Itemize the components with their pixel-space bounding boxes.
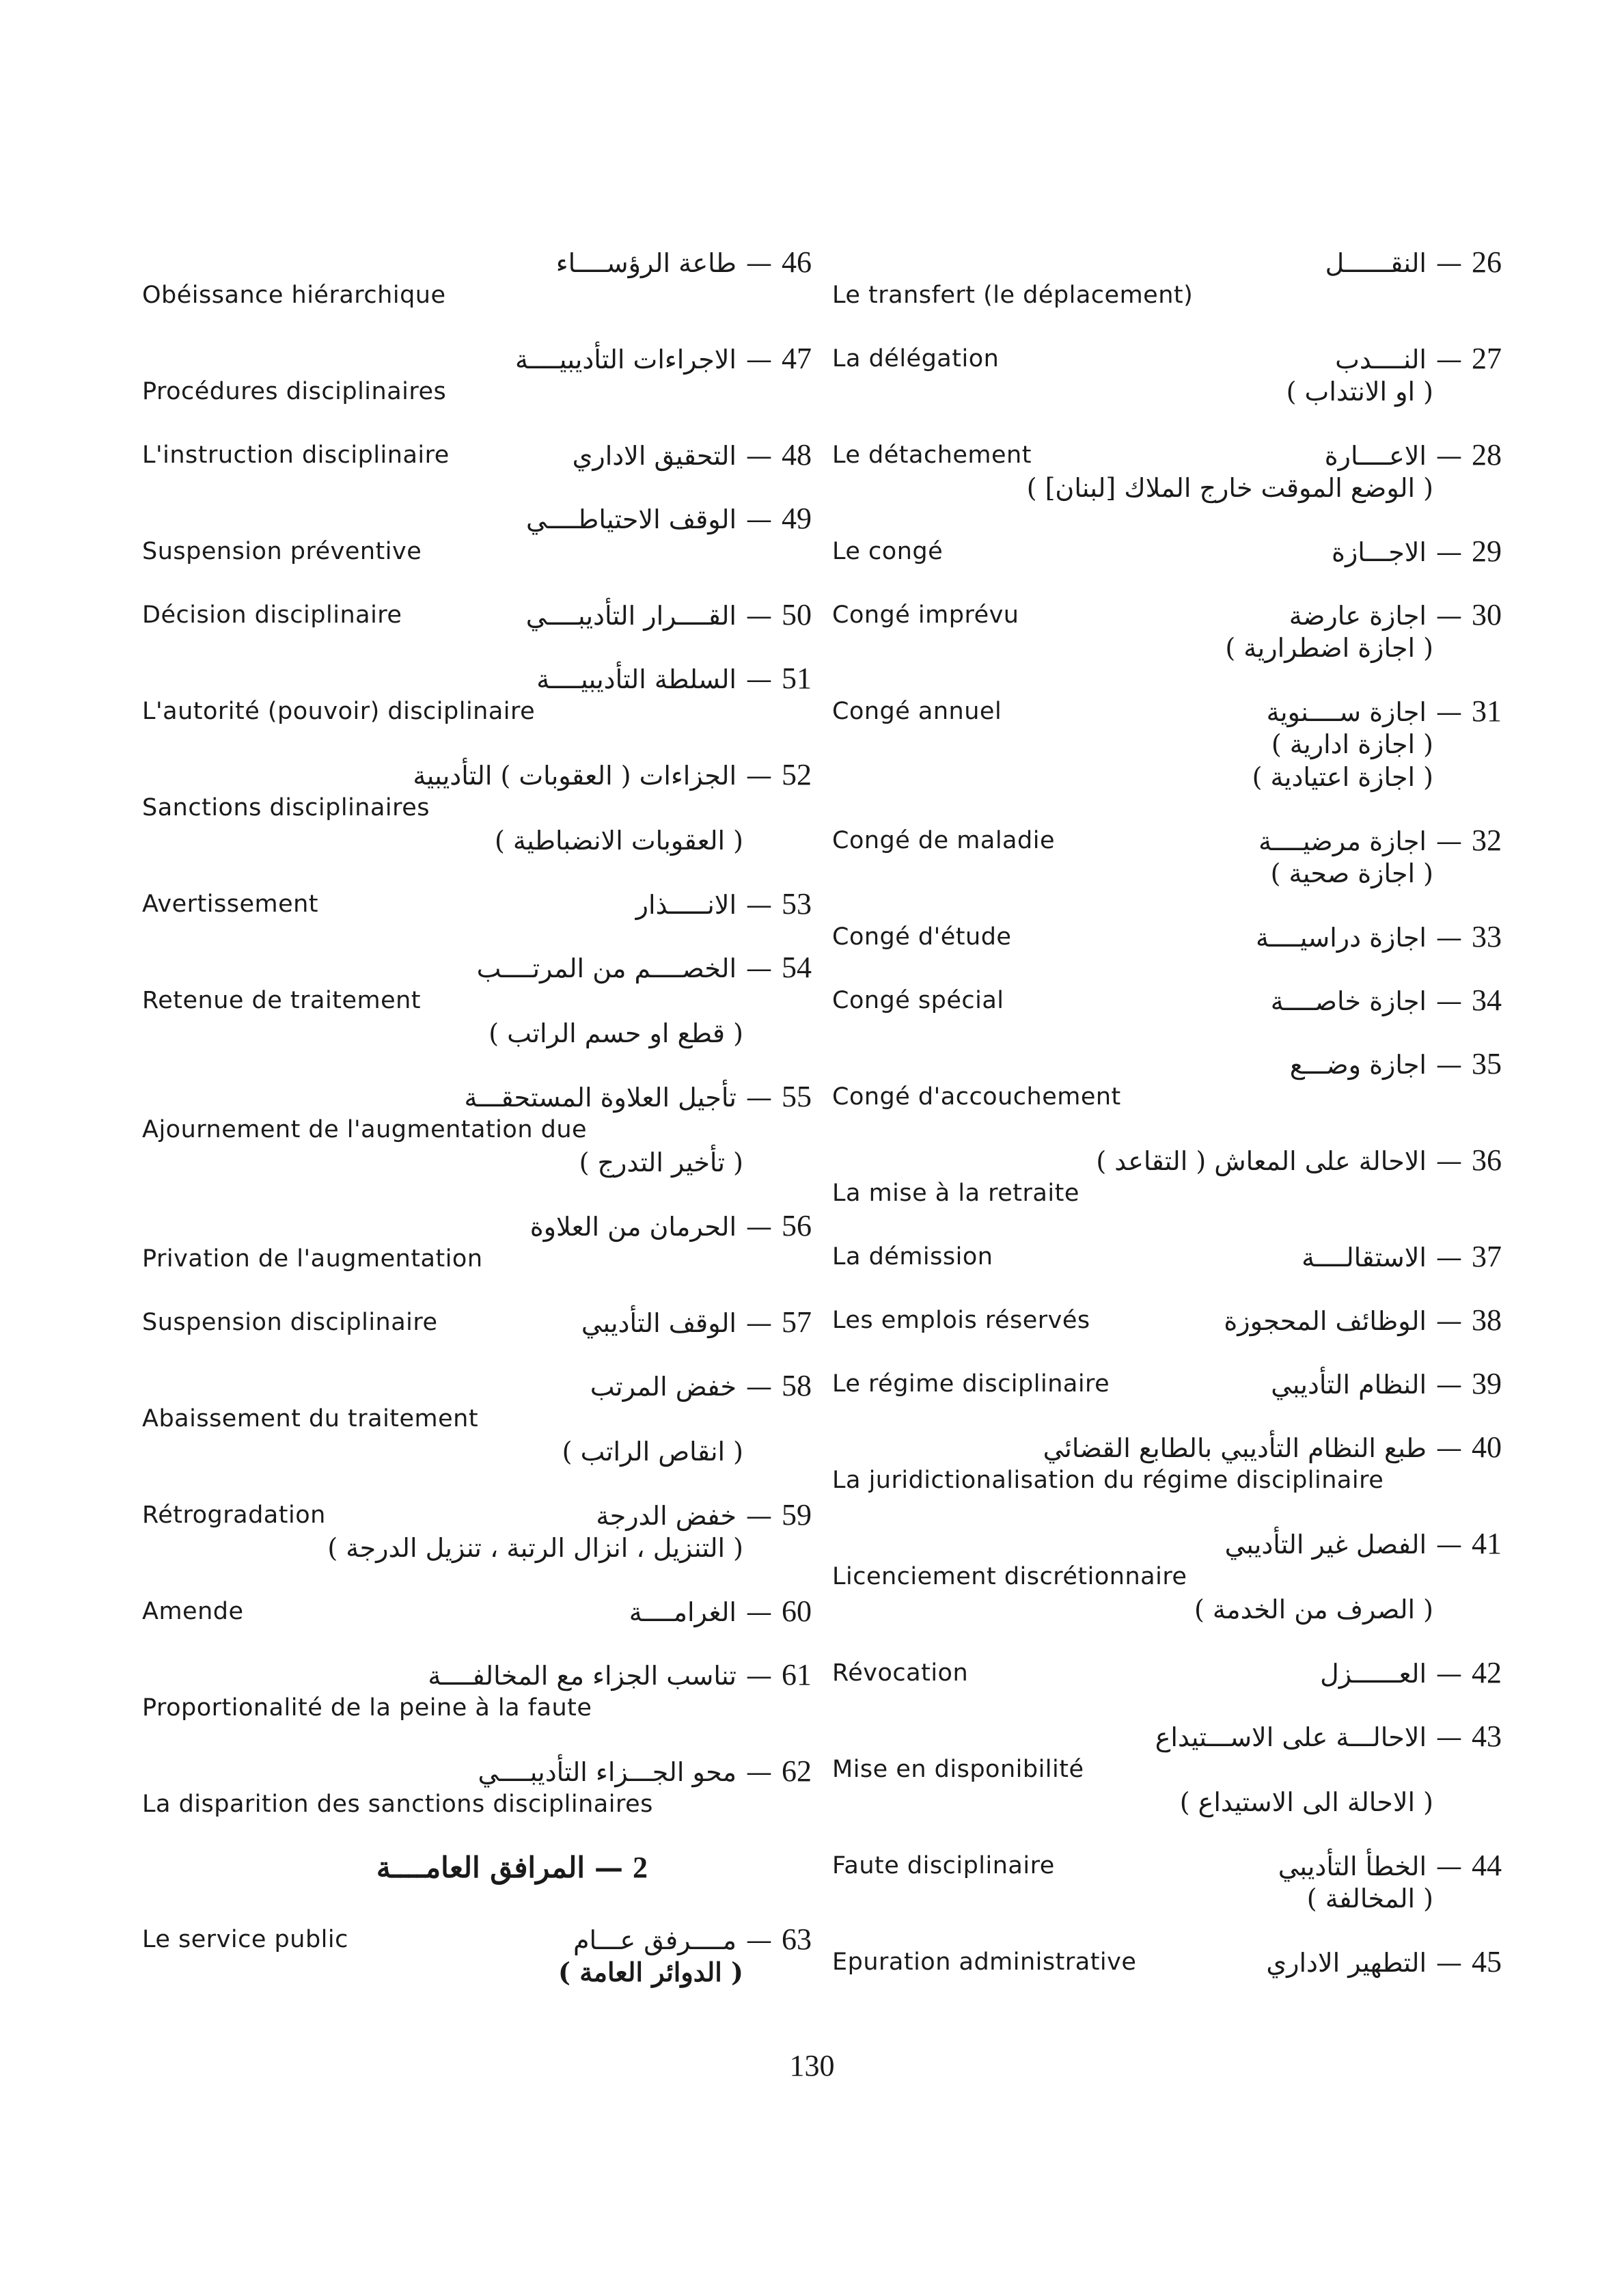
arabic-term	[1332, 535, 1502, 569]
arabic-term	[526, 502, 812, 536]
french-term: Abaissement du traitement	[142, 1405, 479, 1432]
arabic-term	[596, 1499, 812, 1532]
arabic-synonym: ( تأخير التدرج )	[579, 1147, 743, 1178]
dash-separator: —	[746, 1308, 772, 1338]
arabic-term	[1302, 1240, 1502, 1274]
entry-number: 28	[1472, 438, 1502, 472]
dash-separator: —	[594, 1851, 623, 1884]
dash-separator: —	[1436, 1306, 1462, 1336]
arabic-term-text: اجازة دراسيــــة	[1255, 923, 1427, 953]
entry-number: 47	[782, 342, 812, 375]
arabic-term-text: الوقف التأديبي	[581, 1308, 737, 1338]
arabic-term-text: الوقف الاحتياطــــي	[525, 504, 737, 534]
arabic-term	[1271, 1368, 1502, 1401]
arabic-term-text: اجازة وضـــع	[1289, 1050, 1427, 1080]
arabic-term	[1289, 599, 1502, 632]
arabic-synonym: ( الاحالة الى الاستيداع )	[1179, 1787, 1433, 1817]
dash-separator: —	[1436, 923, 1462, 953]
arabic-term	[1271, 984, 1502, 1018]
arabic-term-text: الفصل غير التأديبي	[1224, 1530, 1427, 1560]
arabic-term-text: النقــــــل	[1325, 248, 1427, 278]
french-term: Suspension préventive	[142, 538, 422, 565]
entry-number: 56	[782, 1209, 812, 1242]
dash-separator: —	[1436, 537, 1462, 567]
section-number: 2	[633, 1851, 648, 1884]
arabic-term	[1267, 695, 1502, 729]
arabic-term-text: العــــــزل	[1320, 1659, 1427, 1689]
entry-number: 39	[1472, 1367, 1502, 1400]
arabic-synonym: ( انقاص الراتب )	[562, 1437, 743, 1467]
dash-separator: —	[746, 1597, 772, 1627]
french-term: Sanctions disciplinaires	[142, 794, 430, 821]
french-term: L'instruction disciplinaire	[142, 441, 450, 469]
dash-separator: —	[746, 1212, 772, 1242]
french-term: La disparition des sanctions disciplinaires	[142, 1791, 653, 1818]
entry-number: 32	[1472, 824, 1502, 857]
entry-number: 34	[1472, 983, 1502, 1017]
dash-separator: —	[746, 1501, 772, 1531]
entry-number: 50	[782, 598, 812, 631]
entry-number: 48	[782, 438, 812, 472]
arabic-term	[515, 342, 812, 376]
arabic-synonym: ( الوضع الموقت خارج الملاك [لبنان] )	[1026, 473, 1433, 503]
entry-number: 44	[1472, 1849, 1502, 1882]
entry-number: 41	[1472, 1527, 1502, 1560]
arabic-term-text: محو الجـــزاء التأديبــــي	[478, 1757, 737, 1787]
dash-separator: —	[746, 248, 772, 278]
french-term: Décision disciplinaire	[142, 601, 402, 629]
arabic-term-text: النــــدب	[1335, 344, 1427, 375]
arabic-term-text: التطهير الاداري	[1266, 1948, 1427, 1978]
entry-number: 51	[782, 662, 812, 695]
arabic-synonym: ( اجازة صحية )	[1270, 858, 1433, 888]
dash-separator: —	[1436, 248, 1462, 278]
arabic-term-text: خفض المرتب	[590, 1372, 737, 1402]
dash-separator: —	[746, 1661, 772, 1691]
dash-separator: —	[746, 1757, 772, 1787]
dash-separator: —	[1436, 986, 1462, 1016]
page-number: 130	[789, 2049, 835, 2082]
dash-separator: —	[1436, 1050, 1462, 1080]
french-term: Suspension disciplinaire	[142, 1309, 438, 1336]
arabic-term-text: الجزاءات ( العقوبات ) التأديبية	[413, 761, 737, 791]
arabic-term-text: مــــرفق عـــام	[573, 1925, 737, 1955]
arabic-synonym: ( اجازة اضطرارية )	[1225, 633, 1433, 663]
french-term: Congé de maladie	[832, 827, 1055, 854]
entry-number: 26	[1472, 245, 1502, 279]
entry-number: 61	[782, 1658, 812, 1691]
dash-separator: —	[1436, 1370, 1462, 1400]
dash-separator: —	[1436, 1722, 1462, 1752]
arabic-term	[478, 1755, 812, 1789]
arabic-synonym: ( او الانتداب )	[1286, 377, 1433, 407]
arabic-term	[1325, 246, 1502, 280]
entry-number: 57	[782, 1305, 812, 1339]
french-term: Congé spécial	[832, 987, 1004, 1014]
french-term: Le régime disciplinaire	[832, 1370, 1110, 1398]
french-term: La mise à la retraite	[832, 1180, 1079, 1207]
arabic-synonym: ( العقوبات الانضباطية )	[494, 826, 743, 856]
arabic-term	[1258, 824, 1502, 858]
dash-separator: —	[1436, 1851, 1462, 1881]
arabic-synonym: ( الدوائر العامة )	[558, 1957, 743, 1987]
dash-separator: —	[746, 761, 772, 791]
entry-number: 45	[1472, 1945, 1502, 1979]
french-term: Faute disciplinaire	[832, 1852, 1055, 1879]
arabic-term	[465, 1080, 812, 1114]
french-term: Ajournement de l'augmentation due	[142, 1116, 588, 1143]
arabic-term-text: الاحالة على المعاش ( التقاعد )	[1096, 1146, 1427, 1176]
arabic-synonym: ( اجازة اعتيادية )	[1252, 762, 1433, 792]
dash-separator: —	[746, 1372, 772, 1402]
arabic-term-text: الاحالـــة على الاســـتيداع	[1155, 1722, 1427, 1752]
arabic-term	[477, 951, 812, 985]
entry-number: 42	[1472, 1656, 1502, 1689]
entry-number: 36	[1472, 1143, 1502, 1177]
french-term: Le détachement	[832, 441, 1032, 469]
arabic-term	[1224, 1304, 1502, 1337]
french-term: Avertissement	[142, 891, 319, 918]
arabic-synonym: ( اجازة ادارية )	[1271, 729, 1433, 759]
arabic-synonym: ( المخالفة )	[1306, 1884, 1433, 1914]
arabic-term-text: اجازة عارضة	[1289, 601, 1427, 631]
dash-separator: —	[746, 953, 772, 983]
french-term: Congé annuel	[832, 698, 1002, 725]
dash-separator: —	[1436, 1433, 1462, 1463]
dash-separator: —	[1436, 344, 1462, 375]
french-term: Le congé	[832, 538, 944, 565]
dash-separator: —	[1436, 1242, 1462, 1273]
arabic-term	[428, 1659, 812, 1692]
section-title-text: المرافق العامــــة	[376, 1851, 585, 1884]
dash-separator: —	[746, 504, 772, 534]
arabic-term-text: تناسب الجزاء مع المخالفــــة	[428, 1661, 737, 1691]
arabic-term-text: الاجراءات التأديبيــــة	[514, 344, 737, 375]
arabic-term-text: اجازة خاصــــة	[1270, 986, 1427, 1016]
dash-separator: —	[746, 344, 772, 375]
arabic-synonym: ( قطع او حسم الراتب )	[488, 1018, 743, 1048]
french-term: Révocation	[832, 1659, 969, 1687]
arabic-term-text: الحرمان من العلاوة	[529, 1212, 737, 1242]
french-term: Congé d'accouchement	[832, 1083, 1121, 1111]
arabic-term	[1290, 1048, 1502, 1081]
dash-separator: —	[1436, 441, 1462, 471]
dash-separator: —	[1436, 826, 1462, 856]
arabic-term	[1320, 1657, 1502, 1690]
arabic-term-text: الغرامــــة	[629, 1597, 737, 1627]
entry-number: 46	[782, 245, 812, 279]
french-term: Epuration administrative	[832, 1948, 1137, 1976]
french-term: Amende	[142, 1598, 244, 1625]
arabic-term-text: السلطة التأديبيــــة	[536, 664, 737, 694]
arabic-term	[581, 1306, 812, 1340]
french-term: Congé imprévu	[832, 601, 1019, 629]
french-term: Le service public	[142, 1926, 348, 1953]
entry-number: 38	[1472, 1303, 1502, 1337]
dash-separator: —	[1436, 1146, 1462, 1176]
arabic-term-text: اجازة ســــنوية	[1266, 697, 1427, 727]
arabic-term-text: الخصــــم من المرتــــب	[476, 953, 737, 983]
entry-number: 63	[782, 1922, 812, 1956]
french-term: Procédures disciplinaires	[142, 378, 447, 405]
french-term: L'autorité (pouvoir) disciplinaire	[142, 698, 536, 725]
arabic-term	[413, 759, 812, 792]
french-term: Proportionalité de la peine à la faute	[142, 1694, 592, 1722]
arabic-synonym: ( التنزيل ، انزال الرتبة ، تنزيل الدرجة )	[327, 1533, 743, 1563]
arabic-term	[1278, 1849, 1502, 1883]
french-term: La démission	[832, 1243, 993, 1270]
arabic-term	[1256, 921, 1502, 954]
arabic-term	[530, 1210, 812, 1243]
arabic-term-text: خفض الدرجة	[596, 1501, 737, 1531]
dash-separator: —	[746, 601, 772, 631]
dash-separator: —	[746, 890, 772, 920]
french-term: Mise en disponibilité	[832, 1756, 1084, 1783]
arabic-term	[526, 599, 812, 632]
arabic-term-text: طبع النظام التأديبي بالطابع القضائي	[1043, 1433, 1427, 1463]
french-term: Licenciement discrétionnaire	[832, 1563, 1187, 1590]
french-term: Congé d'étude	[832, 923, 1012, 951]
dash-separator: —	[746, 1925, 772, 1955]
arabic-term-text: الاجـــازة	[1332, 537, 1427, 567]
entry-number: 29	[1472, 534, 1502, 568]
entry-number: 49	[782, 502, 812, 535]
french-term: Obéissance hiérarchique	[142, 282, 446, 309]
french-term: Privation de l'augmentation	[142, 1245, 483, 1273]
arabic-term-text: اجازة مرضيــــة	[1258, 826, 1427, 856]
french-term: Le transfert (le déplacement)	[832, 282, 1194, 309]
french-term: La juridictionalisation du régime disciplinaire	[832, 1467, 1384, 1494]
entry-number: 53	[782, 887, 812, 921]
entry-number: 27	[1472, 342, 1502, 375]
arabic-term	[573, 439, 812, 472]
entry-number: 54	[782, 951, 812, 984]
dash-separator: —	[1436, 1530, 1462, 1560]
arabic-term-text: الخطأ التأديبي	[1278, 1851, 1427, 1881]
arabic-term-text: الاعــــارة	[1324, 441, 1427, 471]
arabic-term-text: الاستقالــــة	[1302, 1242, 1427, 1273]
dash-separator: —	[1436, 1659, 1462, 1689]
arabic-term	[536, 662, 812, 696]
french-term: Rétrogradation	[142, 1501, 326, 1529]
dash-separator: —	[746, 664, 772, 694]
entry-number: 60	[782, 1594, 812, 1628]
entry-number: 55	[782, 1080, 812, 1113]
entry-number: 31	[1472, 694, 1502, 728]
french-term: Retenue de traitement	[142, 987, 422, 1014]
entry-number: 52	[782, 758, 812, 791]
entry-number: 40	[1472, 1430, 1502, 1464]
arabic-term	[590, 1370, 812, 1403]
arabic-term-text: تأجيل العلاوة المستحقـــة	[464, 1083, 737, 1113]
arabic-term	[1266, 1946, 1502, 1979]
french-term: Les emplois réservés	[832, 1307, 1090, 1334]
arabic-term	[629, 1595, 812, 1629]
arabic-term-text: الانـــــذار	[635, 890, 737, 920]
dash-separator: —	[746, 441, 772, 471]
section-title	[376, 1851, 648, 1884]
entry-number: 35	[1472, 1047, 1502, 1080]
dash-separator: —	[1436, 601, 1462, 631]
arabic-term	[1096, 1144, 1502, 1178]
arabic-synonym: ( الصرف من الخدمة )	[1194, 1594, 1433, 1624]
french-term: La délégation	[832, 345, 1000, 372]
entry-number: 43	[1472, 1719, 1502, 1753]
arabic-term	[1155, 1720, 1502, 1754]
arabic-term-text: الوظائف المحجوزة	[1224, 1306, 1427, 1336]
dash-separator: —	[1436, 1948, 1462, 1978]
entry-number: 58	[782, 1369, 812, 1402]
arabic-term	[556, 246, 812, 280]
arabic-term	[636, 888, 812, 921]
entry-number: 33	[1472, 920, 1502, 953]
entry-number: 59	[782, 1498, 812, 1532]
arabic-term-text: التحقيق الاداري	[572, 441, 737, 471]
arabic-term	[1335, 342, 1502, 376]
arabic-term	[573, 1923, 812, 1957]
arabic-term	[1325, 439, 1502, 472]
dash-separator: —	[746, 1083, 772, 1113]
dash-separator: —	[1436, 697, 1462, 727]
entry-number: 30	[1472, 598, 1502, 631]
entry-number: 37	[1472, 1240, 1502, 1273]
arabic-term-text: طاعة الرؤســــاء	[555, 248, 737, 278]
entry-number: 62	[782, 1754, 812, 1788]
arabic-term	[1225, 1527, 1502, 1561]
arabic-term-text: النظام التأديبي	[1271, 1370, 1427, 1400]
arabic-term-text: القــــرار التأديبــــي	[525, 601, 737, 631]
arabic-term	[1043, 1431, 1502, 1465]
